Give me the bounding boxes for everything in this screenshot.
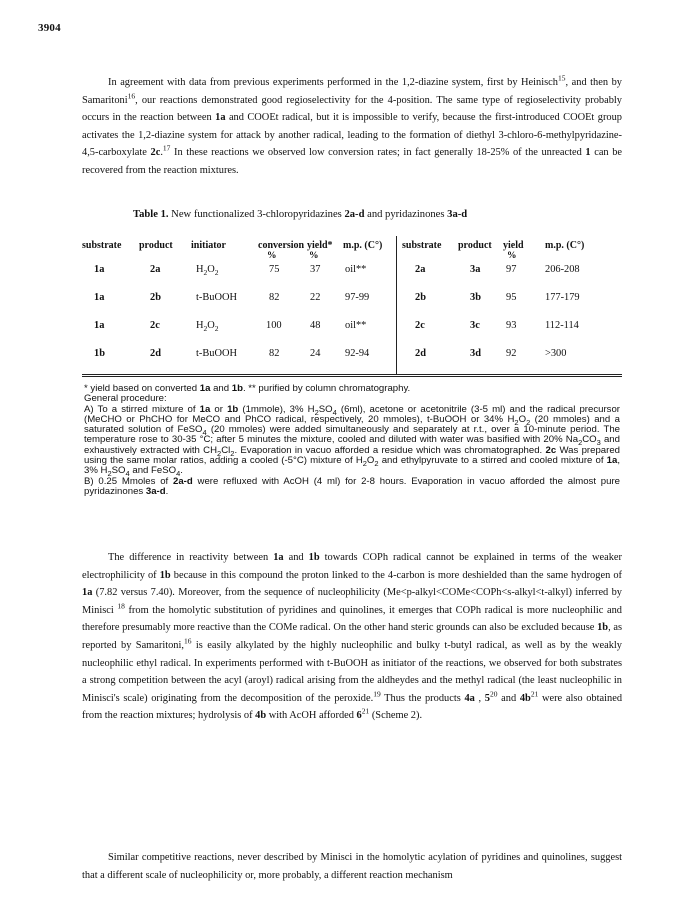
procedure-b: B) 0.25 Mmoles of 2a-d were refluxed with AcOH (4 ml) for 2-8 hours. Evaporation in vacuo afforded the almost pure pyridazinones 3a-d. bbox=[84, 475, 621, 497]
page-number: 3904 bbox=[38, 22, 61, 34]
paragraph-reactivity: The difference in reactivity between 1a and 1b towards COPh radical cannot be explained in terms of the weaker electrophilicity of 1b because in this compound the proton linked to the 4-carbon is more deshielded than the same hydrogen of 1a (7.82 versus 7.40). Moreover, from the sequence of nucleophilicity (Me<p-alkyl<COMe<COPh<s-alkyl<t-alkyl) inferred by Minisci $^{18}$ from the homolytic substitution of pyridines and quinolines, it emerges that COPh radical is more nucleophilic and therefore presumably more reactive than the COMe radical. On the other hand steric grounds can also be excluded because 1b, as reported by Samaritoni,$^{16}$ is easily alkylated by the highly nucleophilic and bulky t-butyl radical, as well as by the weakly nucleophilic ethyl radical. In experiments performed with t-BuOOH as initiator of the reactions, we observed for both substrates a strong competition between the acyl (aroyl) radical arising from the aldheydes and the methyl radical (the least nucleophilic in Minisci's scale) originating from the decomposition of the peroxide.$^{19}$ Thus the products 4a , $5^{20}$ and $4b^{21}$ were also obtained from the reaction mixtures; hydrolysis of 4b with AcOH afforded $6^{21}$ (Scheme 2). bbox=[82, 552, 623, 722]
compound-label: 1b bbox=[159, 569, 171, 581]
cell-substrate: 1a bbox=[94, 320, 105, 331]
cell-conversion: 75 bbox=[269, 264, 280, 275]
procedure-heading: General procedure: bbox=[84, 393, 167, 405]
compound-label: 1b bbox=[597, 622, 609, 634]
cell-product: 2c bbox=[150, 320, 160, 331]
cell-conversion: 82 bbox=[269, 292, 280, 303]
cell-yield: 37 bbox=[310, 264, 321, 275]
paragraph-regioselectivity: In agreement with data from previous experiments performed in the 1,2-diazine system, first by Heinisch$^{15}$, and then by Samaritoni$^{16}$, our reactions demonstrated good regioselectivity for the 4-position. The same type of regioselectivity probably occurs in the reaction between 1a and COOEt radical, but it is impossible to verify, because the first-introduced COOEt group activates the 1,2-diazine system for attack by another radical, leading to the formation of diethyl 3-chloro-6-methylpyridazine-4,5-carboxylate 2c.$^{17}$ In these reactions we observed low conversion rates; in fact generally 18-25% of the unreacted 1 can be recovered from the reaction mixtures. bbox=[82, 73, 623, 176]
cell-product-2: 3d bbox=[470, 348, 481, 359]
col-header-initiator: initiator bbox=[191, 240, 226, 251]
cell-mp: 97-99 bbox=[345, 292, 370, 303]
compound-label: 4a bbox=[464, 692, 475, 704]
citation-ref: 20 bbox=[489, 689, 498, 699]
table-bottom-rule bbox=[82, 376, 622, 377]
paragraph-competitive-reactions: Similar competitive reactions, never described by Minisci in the homolytic acylation of pyridines and quinolines, suggest that a different scale of nucleophilicity or, more probably, a different reaction mechanism bbox=[82, 852, 622, 881]
col-header-mp-2: m.p. (C°) bbox=[545, 240, 585, 251]
citation-ref: 15 bbox=[558, 73, 566, 83]
cell-conversion: 82 bbox=[269, 348, 280, 359]
col-header-percent: % bbox=[507, 251, 517, 261]
cell-product-2: 3a bbox=[470, 264, 481, 275]
compound-label: 1a bbox=[273, 552, 284, 563]
cell-substrate-2: 2b bbox=[415, 292, 426, 303]
cell-mp-2: 112-114 bbox=[545, 320, 579, 331]
compound-label: 5 bbox=[484, 692, 490, 704]
cell-yield: 48 bbox=[310, 320, 321, 331]
cell-substrate: 1b bbox=[94, 348, 105, 359]
table-divider bbox=[396, 236, 397, 374]
cell-product: 2b bbox=[150, 292, 161, 303]
cell-yield-2: 97 bbox=[506, 264, 517, 275]
cell-substrate-2: 2d bbox=[415, 348, 426, 359]
col-header-substrate: substrate bbox=[82, 240, 122, 251]
cell-yield-2: 93 bbox=[506, 320, 517, 331]
col-header-yield: yield* bbox=[307, 240, 333, 251]
cell-yield-2: 92 bbox=[506, 348, 517, 359]
cell-initiator: t-BuOOH bbox=[196, 348, 237, 359]
table-caption: Table 1. New functionalized 3-chloropyridazines 2a-d and pyridazinones 3a-d bbox=[133, 209, 468, 220]
cell-product-2: 3b bbox=[470, 292, 481, 303]
cell-mp-2: 177-179 bbox=[545, 292, 580, 303]
col-header-percent: % bbox=[309, 251, 319, 261]
compound-label: 1a bbox=[82, 587, 93, 599]
cell-mp: oil** bbox=[345, 320, 367, 331]
cell-product: 2a bbox=[150, 264, 161, 275]
citation-ref: 16 bbox=[184, 636, 192, 646]
col-header-conversion: conversion bbox=[258, 240, 305, 251]
col-header-product-2: product bbox=[458, 240, 492, 251]
col-header-mp: m.p. (C°) bbox=[343, 240, 383, 251]
cell-initiator: $H_2O_2$ bbox=[196, 320, 219, 334]
compound-label: 4b bbox=[255, 710, 267, 722]
table-notes bbox=[84, 384, 620, 497]
table-bottom-rule bbox=[82, 374, 622, 375]
cell-conversion: 100 bbox=[266, 320, 282, 331]
cell-yield-2: 95 bbox=[506, 292, 517, 303]
citation-ref: 16 bbox=[127, 91, 136, 101]
cell-product: 2d bbox=[150, 348, 161, 359]
compound-label: 6 bbox=[356, 710, 362, 722]
citation-ref: 21 bbox=[361, 706, 370, 716]
cell-initiator: $H_2O_2$ bbox=[196, 264, 219, 278]
cell-mp-2: 206-208 bbox=[545, 264, 580, 275]
table-footnote: * yield based on converted 1a and 1b. ** purified by column chromatography. bbox=[84, 383, 411, 394]
cell-initiator: t-BuOOH bbox=[196, 292, 237, 303]
cell-substrate-2: 2a bbox=[415, 264, 426, 275]
compound-label: 4b bbox=[519, 692, 531, 704]
col-header-product: product bbox=[139, 240, 173, 251]
cell-mp: oil** bbox=[345, 264, 367, 275]
compound-label: 1a bbox=[215, 112, 226, 124]
cell-yield: 24 bbox=[310, 348, 321, 359]
compound-label: 2c bbox=[150, 147, 161, 159]
cell-yield: 22 bbox=[310, 292, 321, 303]
cell-substrate: 1a bbox=[94, 264, 105, 275]
cell-substrate-2: 2c bbox=[415, 320, 425, 331]
cell-substrate: 1a bbox=[94, 292, 105, 303]
compound-label: 1b bbox=[308, 552, 320, 563]
citation-ref: 21 bbox=[530, 689, 539, 699]
cell-mp-2: >300 bbox=[545, 348, 567, 359]
citation-ref: 19 bbox=[373, 689, 381, 699]
col-header-substrate-2: substrate bbox=[402, 240, 442, 251]
col-header-percent: % bbox=[267, 251, 277, 261]
compound-label: 1 bbox=[585, 147, 591, 159]
col-header-yield-2: yield bbox=[503, 240, 524, 251]
citation-ref: 18 bbox=[117, 601, 125, 611]
results-table bbox=[82, 236, 622, 378]
cell-product-2: 3c bbox=[470, 320, 480, 331]
cell-mp: 92-94 bbox=[345, 348, 370, 359]
citation-ref: 17 bbox=[162, 143, 171, 153]
procedure-a: A) To a stirred mixture of 1a or 1b (1mmole), 3% $H_2SO_4$ (6ml), acetone or acetonitrile (3-5 ml) and the radical precursor (MeCHO or PhCHO for MeCO and PhCO radical, respectively, 20 mmoles), t-BuOOH or 34% $H_2O_2$ (20 mmoles) and a saturated solution of FeSO$_4$ (20 mmoles) were added simultaneously and separately at r.t., over a 10-minute period. The temperature rose to 30-35 °C; after 5 minutes the mixture, cooled and diluted with water was basified with 20% $Na_2CO_3$ and exhaustively extracted with $CH_2Cl_2$. Evaporation in vacuo afforded a residue which was chromatographed. 2c Was prepared using the same molar ratios, adding a cooled (-5°C) mixture of $H_2O_2$ and ethylpyruvate to a stirred and cooled mixture of 1a, 3% $H_2SO_4$ and FeSO$_4$. bbox=[84, 403, 620, 479]
